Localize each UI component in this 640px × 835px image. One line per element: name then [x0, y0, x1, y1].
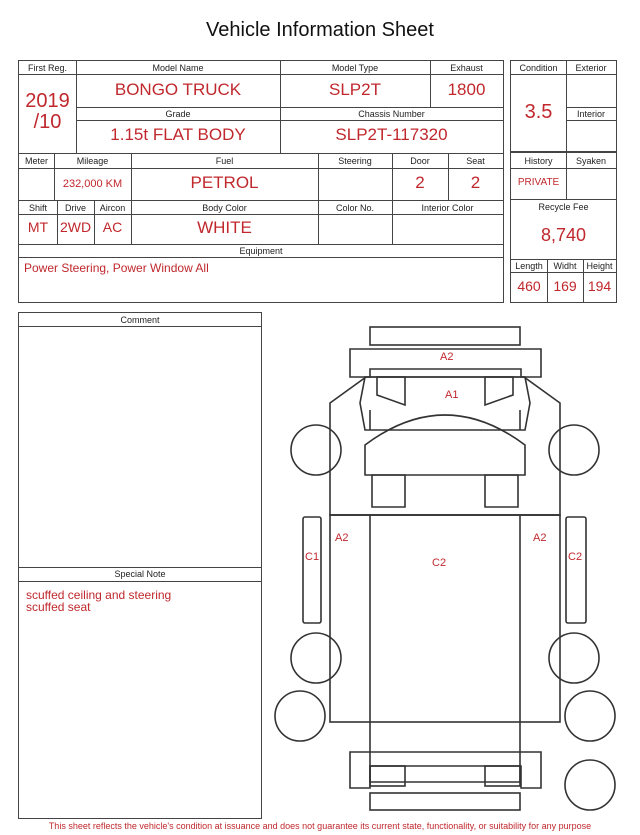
main-info-panel [18, 60, 504, 303]
equipment-value: Power Steering, Power Window All [24, 261, 209, 275]
seat-value: 2 [470, 173, 481, 192]
fuel-label: Fuel [215, 156, 234, 166]
truck-damage-diagram [270, 320, 630, 820]
model-name-value: BONGO TRUCK [114, 80, 242, 99]
door-label: Door [410, 156, 430, 166]
exterior-label: Exterior [575, 63, 607, 73]
damage-mark-hood: A1 [445, 389, 459, 401]
condition-score: 3.5 [524, 101, 553, 123]
damage-mark-right-rail: A2 [533, 532, 547, 544]
condition-label: Condition [519, 63, 558, 73]
damage-mark-bed: C2 [432, 557, 447, 569]
front-right-wheel [549, 425, 599, 475]
model-type-label: Model Type [331, 63, 379, 73]
door-value: 2 [415, 173, 425, 192]
right-door-window [485, 475, 518, 507]
front-bumper-bar [370, 327, 520, 345]
rear-right-wheel-front [549, 633, 599, 683]
grade-value: 1.15t FLAT BODY [110, 125, 246, 144]
width-label: Widht [553, 261, 577, 271]
rear-bar [370, 793, 520, 810]
windshield [365, 415, 525, 475]
shift-value: MT [27, 219, 49, 235]
color-no-label: Color No. [335, 203, 374, 213]
special-note-line-2: scuffed seat [26, 600, 91, 614]
right-side-panel [566, 517, 586, 623]
comment-label: Comment [120, 315, 160, 325]
model-type-value: SLP2T [329, 80, 381, 99]
condition-panel [510, 60, 617, 152]
history-value: PRIVATE [517, 177, 560, 188]
steering-label: Steering [338, 156, 372, 166]
interior-label: Interior [576, 109, 605, 119]
height-label: Height [586, 261, 613, 271]
mileage-label: Mileage [76, 156, 109, 166]
length-value: 460 [517, 278, 541, 294]
model-name-label: Model Name [152, 63, 204, 73]
front-left-wheel [291, 425, 341, 475]
equipment-label: Equipment [239, 246, 283, 256]
damage-mark-left-side: C1 [305, 551, 320, 563]
special-note-label: Special Note [114, 569, 166, 579]
interior-color-label: Interior Color [421, 203, 474, 213]
width-value: 169 [553, 278, 577, 294]
drive-value: 2WD [59, 219, 92, 235]
history-panel [510, 152, 617, 303]
seat-label: Seat [466, 156, 485, 166]
first-reg-label: First Reg. [27, 63, 67, 73]
disclaimer-footer: This sheet reflects the vehicle's condition at issuance and does not guarantee its current state, functionality, or suitability for any purpose [48, 821, 592, 831]
sheet-title: Vehicle Information Sheet [206, 19, 434, 41]
recycle-fee-label: Recycle Fee [538, 202, 589, 212]
fuel-value: PETROL [190, 173, 259, 192]
aircon-value: AC [102, 219, 123, 235]
meter-label: Meter [24, 156, 48, 166]
chassis-number-value: SLP2T-117320 [335, 125, 448, 144]
shift-label: Shift [28, 203, 47, 213]
first-reg-month: /10 [33, 111, 62, 133]
aircon-label: Aircon [99, 203, 126, 213]
rear-right-wheel-rear [565, 691, 615, 741]
height-value: 194 [587, 278, 612, 294]
spare-wheel [565, 760, 615, 810]
damage-mark-front-bumper: A2 [440, 351, 454, 363]
recycle-fee-value: 8,740 [540, 225, 587, 245]
history-label: History [524, 156, 553, 166]
body-color-value: WHITE [197, 218, 252, 237]
comment-panel [18, 312, 262, 819]
damage-mark-left-rail: A2 [335, 532, 349, 544]
rear-left-wheel-rear [275, 691, 325, 741]
exhaust-label: Exhaust [450, 63, 483, 73]
damage-mark-right-side: C2 [568, 551, 583, 563]
syaken-label: Syaken [575, 156, 607, 166]
rear-left-wheel-front [291, 633, 341, 683]
exhaust-value: 1800 [447, 80, 486, 99]
left-door-window [372, 475, 405, 507]
chassis-number-label: Chassis Number [358, 109, 425, 119]
drive-label: Drive [64, 203, 86, 213]
length-label: Length [515, 261, 543, 271]
left-side-panel [303, 517, 321, 623]
mileage-value: 232,000 KM [62, 178, 123, 190]
body-color-label: Body Color [202, 203, 247, 213]
first-reg-year: 2019 [25, 90, 70, 112]
truck-bed [330, 515, 560, 722]
grade-label: Grade [165, 109, 191, 119]
special-note-line-1: scuffed ceiling and steering [26, 588, 172, 602]
hood-panel [360, 377, 530, 430]
